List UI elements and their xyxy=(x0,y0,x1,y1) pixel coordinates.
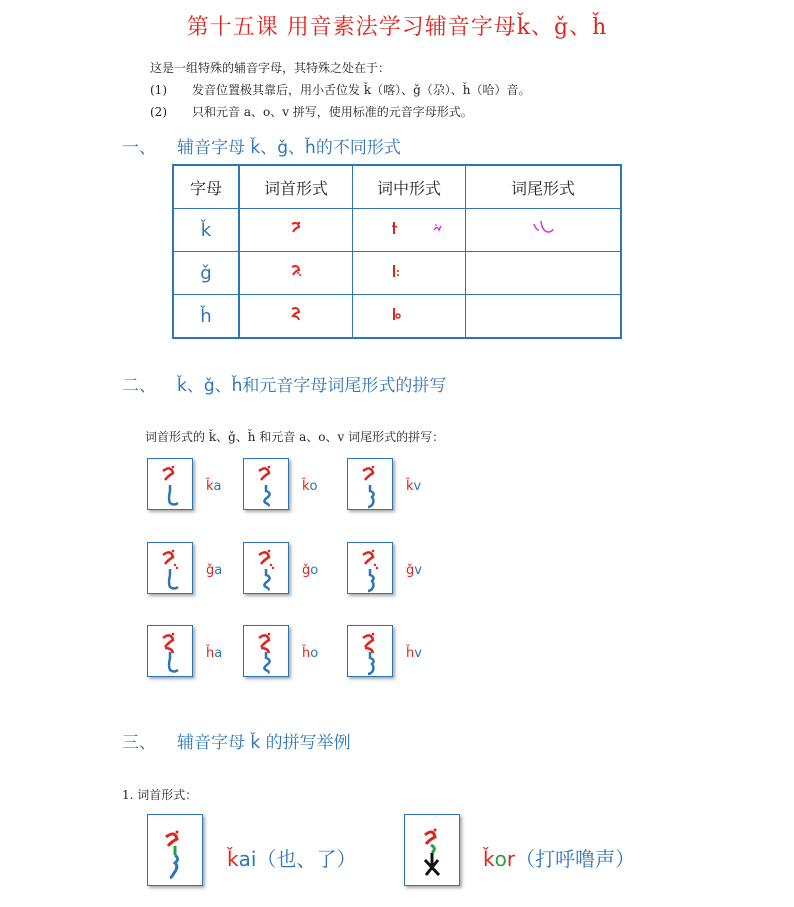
table-header-cell: 字母 xyxy=(173,165,239,209)
syllable-vowel: o xyxy=(310,646,319,661)
page-title: 第十五课 用音素法学习辅音字母ǩ、ǧ、ȟ xyxy=(186,15,608,40)
example-text xyxy=(483,843,635,872)
syllable-vowel: o xyxy=(309,479,318,494)
intro-item-text: 只和元音 a、o、v 拼写，使用标准的元音字母形式。 xyxy=(192,105,473,119)
syllable-card xyxy=(147,542,193,594)
syllable-consonant: ǧ xyxy=(406,563,415,578)
intro-lead: 这是一组特殊的辅音字母，其特殊之处在于： xyxy=(150,61,391,75)
mongolian-syllable-icon xyxy=(348,543,392,593)
initial-form-glyph xyxy=(239,295,353,339)
letter-forms-table xyxy=(172,164,622,339)
mongolian-word-icon xyxy=(148,815,202,885)
syllable-label xyxy=(406,646,422,661)
section-number: 一、 xyxy=(122,138,156,158)
syllable-consonant: ǧ xyxy=(206,563,215,578)
syllable-consonant: ǩ xyxy=(206,479,214,494)
initial-form-glyph-icon xyxy=(286,304,306,324)
mongolian-word-icon xyxy=(405,815,459,885)
table-row xyxy=(173,252,621,295)
initial-form-glyph xyxy=(239,209,353,252)
initial-form-glyph xyxy=(239,252,353,295)
example-consonant: ǩ xyxy=(483,847,495,871)
syllable-card xyxy=(243,542,289,594)
mongolian-syllable-icon xyxy=(244,543,288,593)
section-heading-3 xyxy=(122,728,351,753)
table-header-row xyxy=(173,165,621,209)
syllable-card xyxy=(347,625,393,677)
syllable-vowel: a xyxy=(214,646,223,661)
syllable-card xyxy=(147,458,193,510)
table-row xyxy=(173,209,621,252)
syllable-vowel: v xyxy=(414,563,422,578)
section-number: 三、 xyxy=(122,733,156,753)
section-title: 辅音字母 ǩ 的拼写举例 xyxy=(177,733,351,753)
mongolian-syllable-icon xyxy=(244,626,288,676)
syllable-label xyxy=(302,646,318,661)
table-header-cell: 词首形式 xyxy=(239,165,353,209)
mongolian-syllable-icon xyxy=(348,626,392,676)
syllable-label xyxy=(206,646,222,661)
final-form-empty xyxy=(466,295,622,339)
syllable-consonant: ǩ xyxy=(302,479,310,494)
section-number: 二、 xyxy=(122,376,156,396)
syllable-vowel: a xyxy=(214,563,223,578)
example-final: r xyxy=(506,847,516,871)
section-heading-2 xyxy=(122,371,446,396)
spelling-instruction: 词首形式的 ǩ、ǧ、ȟ 和元音 a、o、v 词尾形式的拼写： xyxy=(145,430,445,444)
medial-form-glyph-icon xyxy=(364,304,454,324)
syllable-consonant: ȟ xyxy=(302,646,311,661)
table-row xyxy=(173,295,621,339)
mongolian-syllable-icon xyxy=(348,459,392,509)
section-title: 辅音字母 ǩ、ǧ、ȟ的不同形式 xyxy=(177,138,401,158)
syllable-card xyxy=(147,625,193,677)
final-form-glyph-icon xyxy=(528,218,558,238)
syllable-card xyxy=(243,625,289,677)
syllable-consonant: ǧ xyxy=(302,563,311,578)
section-heading-1 xyxy=(122,133,401,158)
mongolian-syllable-icon xyxy=(148,626,192,676)
example-meaning: （打呼噜声） xyxy=(515,847,636,871)
table-header-cell: 词尾形式 xyxy=(466,165,622,209)
syllable-consonant: ȟ xyxy=(406,646,415,661)
section-title: ǩ、ǧ、ȟ和元音字母词尾形式的拼写 xyxy=(177,376,447,396)
table-header-cell: 词中形式 xyxy=(353,165,466,209)
examples-label: 1. 词首形式： xyxy=(122,788,198,802)
syllable-card xyxy=(243,458,289,510)
initial-form-glyph-icon xyxy=(286,261,306,281)
syllable-card xyxy=(347,458,393,510)
medial-form-glyph xyxy=(353,295,466,339)
example-consonant: ǩ xyxy=(227,847,239,871)
medial-form-glyph-icon xyxy=(364,261,454,281)
syllable-vowel: o xyxy=(310,563,319,578)
intro-item-number: (2) xyxy=(150,105,167,119)
syllable-vowel: v xyxy=(414,646,422,661)
mongolian-syllable-icon xyxy=(244,459,288,509)
example-card xyxy=(404,814,460,886)
medial-form-glyph xyxy=(353,252,466,295)
example-card xyxy=(147,814,203,886)
medial-form-glyph-icon xyxy=(364,218,454,238)
example-text xyxy=(227,843,356,872)
intro-item xyxy=(150,103,473,120)
syllable-label xyxy=(206,479,222,494)
syllable-label xyxy=(406,479,421,494)
letter-cell: ǩ xyxy=(173,209,239,252)
mongolian-syllable-icon xyxy=(148,543,192,593)
syllable-card xyxy=(347,542,393,594)
mongolian-syllable-icon xyxy=(148,459,192,509)
final-form-empty xyxy=(466,252,622,295)
syllable-label xyxy=(206,563,222,578)
syllable-consonant: ȟ xyxy=(206,646,215,661)
final-form-glyph xyxy=(466,209,622,252)
intro-item-text: 发音位置极其靠后，用小舌位发 ǩ（喀）、ǧ（尕）、ȟ（哈）音。 xyxy=(192,83,531,97)
letter-cell: ȟ xyxy=(173,295,239,339)
example-meaning: （也、了） xyxy=(256,847,357,871)
example-vowel: ai xyxy=(238,847,257,871)
medial-form-glyph xyxy=(353,209,466,252)
syllable-vowel: a xyxy=(213,479,222,494)
syllable-vowel: v xyxy=(413,479,422,494)
intro-item-number: (1) xyxy=(150,83,167,97)
intro-item xyxy=(150,81,531,98)
initial-form-glyph-icon xyxy=(286,218,306,238)
letter-cell: ǧ xyxy=(173,252,239,295)
syllable-label xyxy=(406,563,422,578)
syllable-consonant: ǩ xyxy=(406,479,414,494)
syllable-label xyxy=(302,563,318,578)
syllable-label xyxy=(302,479,318,494)
example-vowel: o xyxy=(494,847,507,871)
